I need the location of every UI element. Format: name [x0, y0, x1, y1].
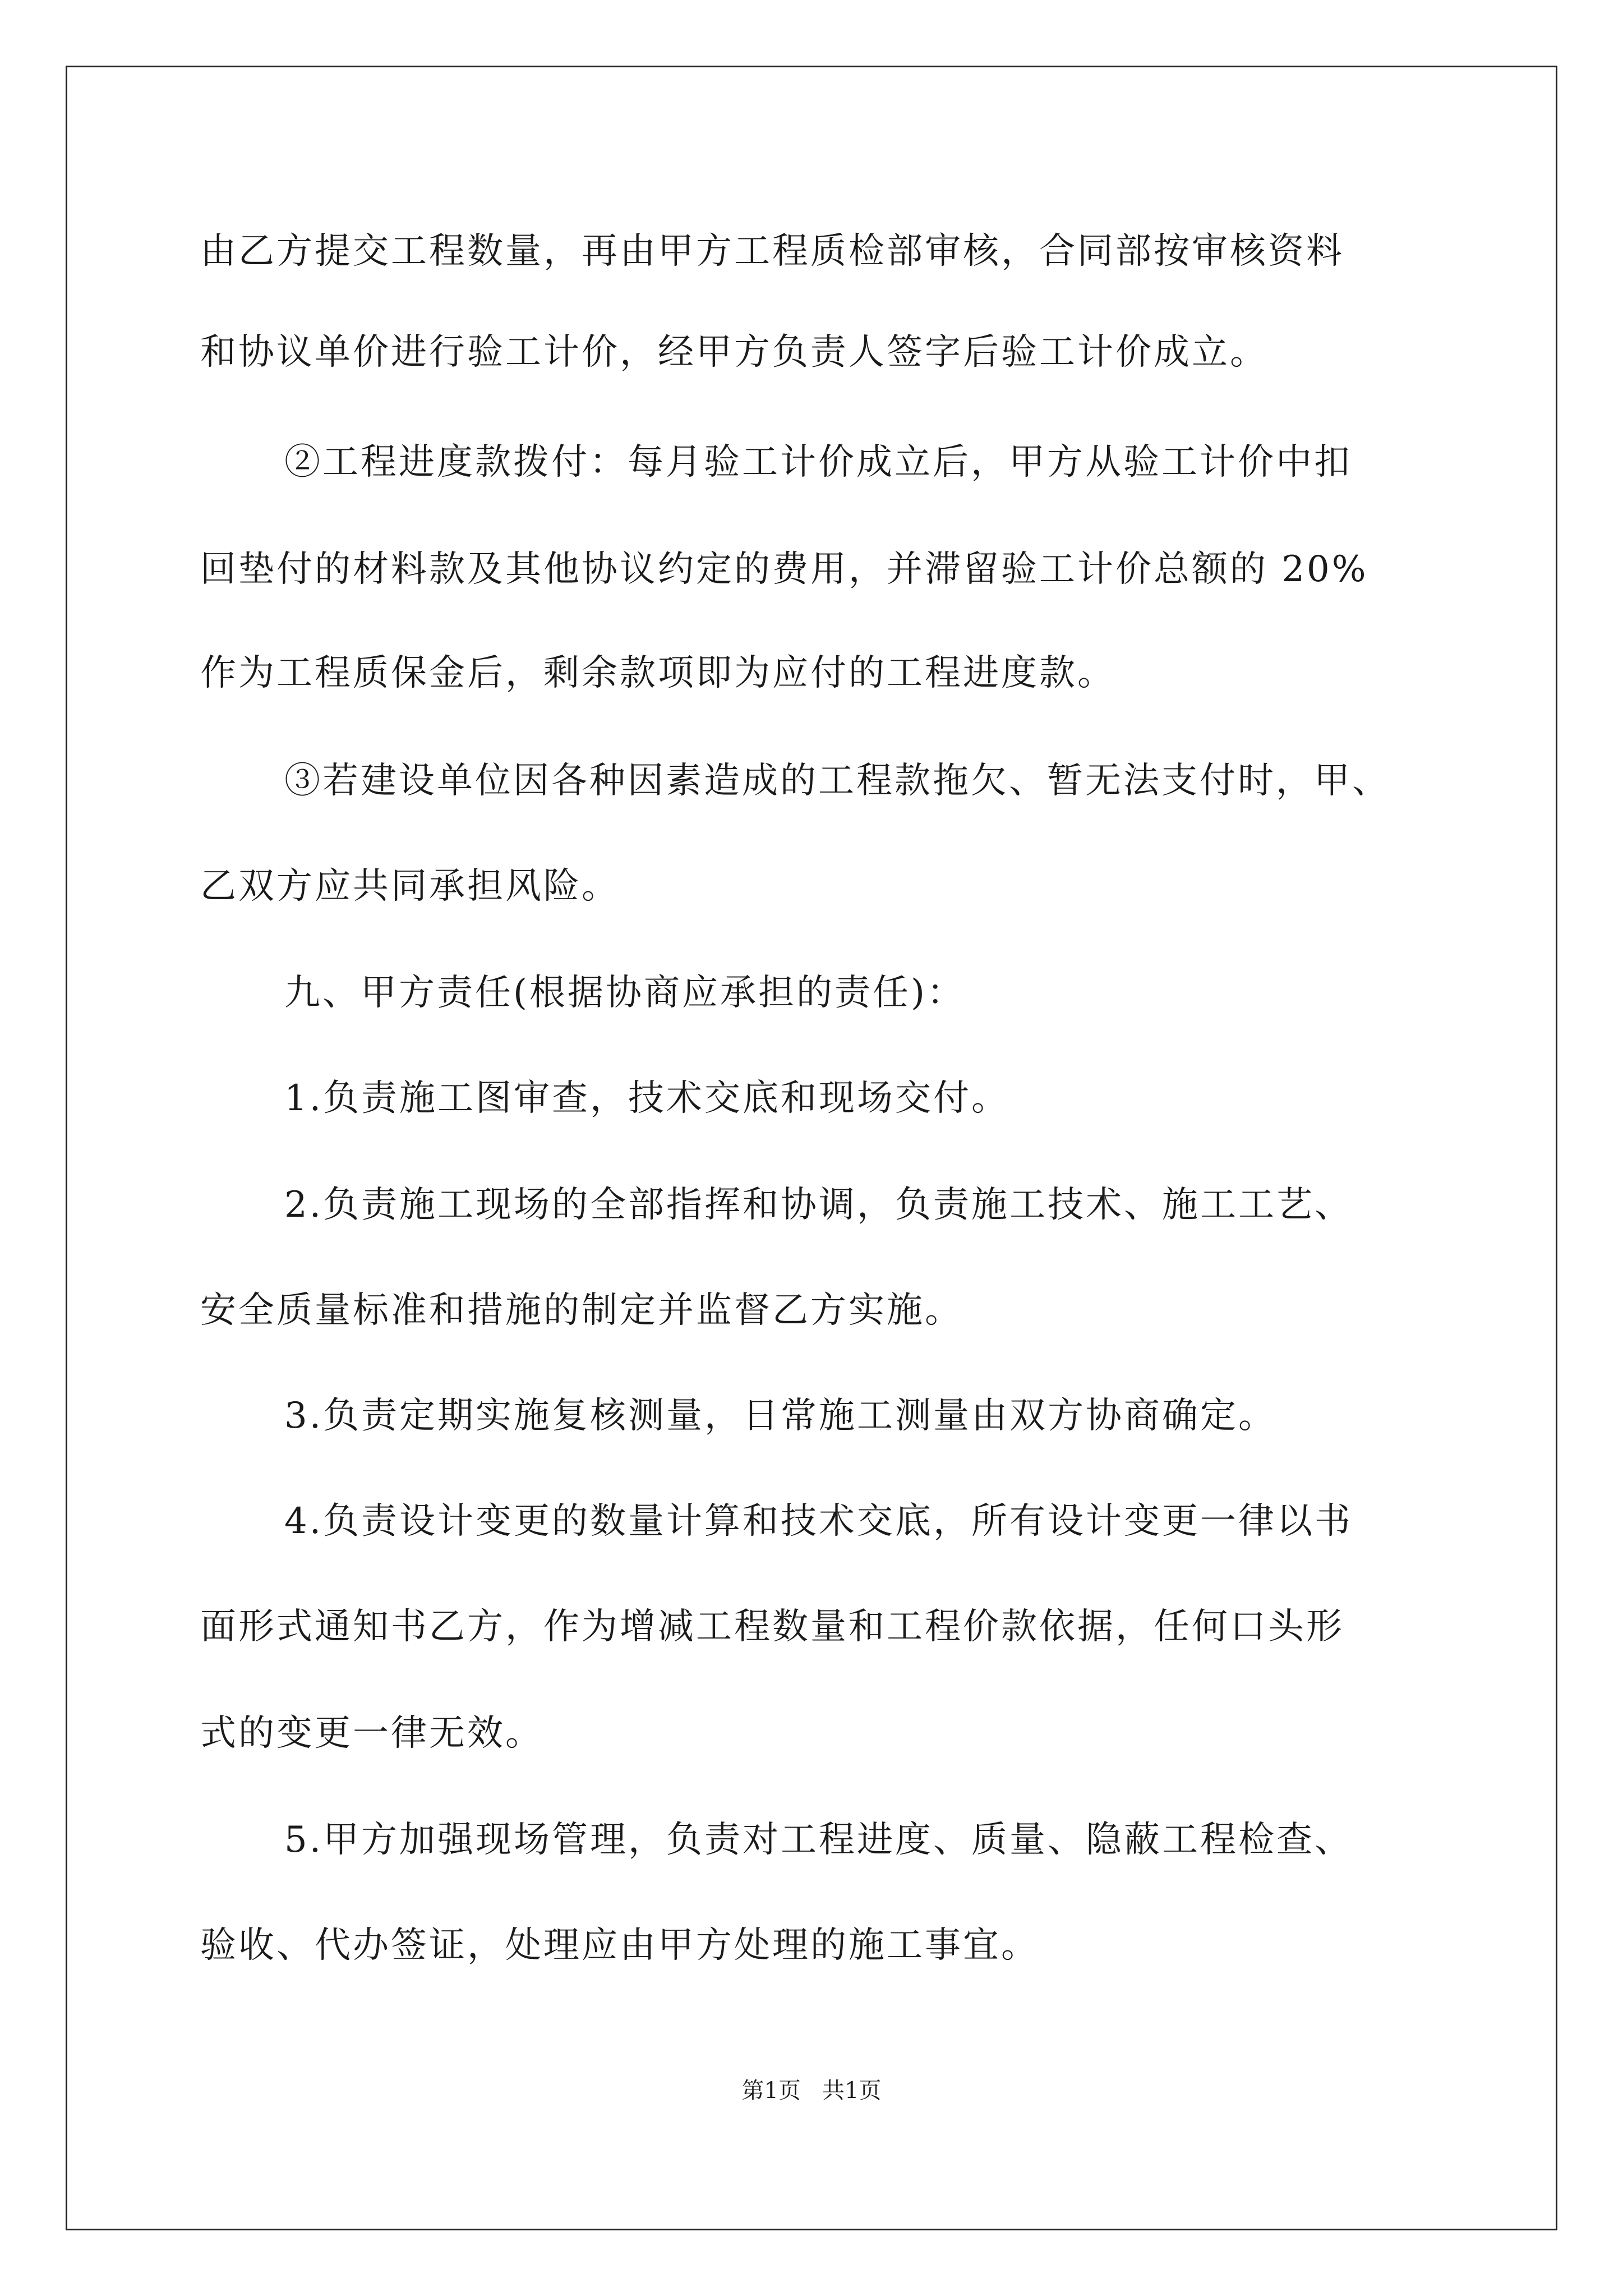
page-border: [66, 66, 1557, 2230]
text-line: 面形式通知书乙方，作为增减工程数量和工程价款依据，任何口头形: [200, 1606, 1344, 1648]
text-line: 作为工程质保金后，剩余款项即为应付的工程进度款。: [200, 652, 1115, 694]
text-line: 乙双方应共同承担风险。: [200, 866, 620, 907]
page-number-footer: 第1页 共1页: [741, 2078, 882, 2104]
text-line: 式的变更一律无效。: [200, 1713, 543, 1754]
section-heading: 九、甲方责任(根据协商应承担的责任)：: [284, 972, 965, 1014]
text-line: 回垫付的材料款及其他协议约定的费用，并滞留验工计价总额的 20%: [200, 549, 1368, 590]
text-line: 安全质量标准和措施的制定并监督乙方实施。: [200, 1290, 963, 1331]
list-item: 3.负责定期实施复核测量，日常施工测量由双方协商确定。: [284, 1395, 1277, 1437]
text-line: ③若建设单位因各种因素造成的工程款拖欠、暂无法支付时，甲、: [284, 760, 1390, 802]
list-item: 2.负责施工现场的全部指挥和协调，负责施工技术、施工工艺、: [284, 1184, 1353, 1226]
list-item: 5.甲方加强现场管理，负责对工程进度、质量、隐蔽工程检查、: [284, 1819, 1353, 1861]
list-item: 4.负责设计变更的数量计算和技术交底，所有设计变更一律以书: [284, 1501, 1353, 1542]
text-line: ②工程进度款拨付：每月验工计价成立后，甲方从验工计价中扣: [284, 441, 1352, 483]
text-line: 验收、代办签证，处理应由甲方处理的施工事宜。: [200, 1925, 1039, 1966]
text-line: 由乙方提交工程数量，再由甲方工程质检部审核，合同部按审核资料: [200, 231, 1344, 272]
list-item: 1.负责施工图审查，技术交底和现场交付。: [284, 1078, 1010, 1119]
text-line: 和协议单价进行验工计价，经甲方负责人签字后验工计价成立。: [200, 332, 1268, 373]
